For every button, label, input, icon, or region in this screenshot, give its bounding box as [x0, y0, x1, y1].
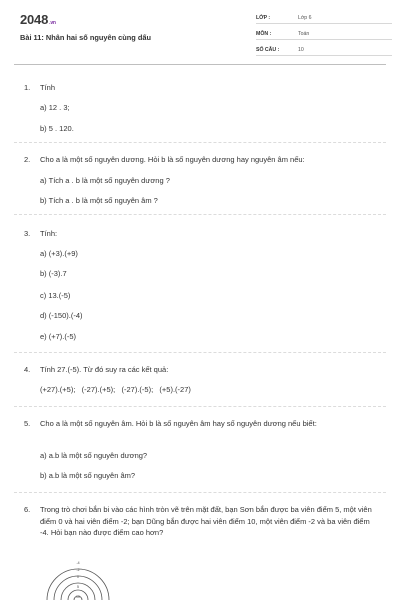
question-text: Cho a là một số nguyên dương. Hỏi b là số nguyên dương hay nguyên âm nếu:	[40, 155, 305, 164]
meta-value: Toán	[298, 31, 310, 37]
question-number: 1.	[24, 83, 31, 92]
question-option: (+27).(+5); (-27).(+5); (-27).(-5); (+5).(-27)	[40, 385, 191, 394]
question-text: Tính 27.(-5). Từ đó suy ra các kết quả:	[40, 365, 169, 374]
question-number: 4.	[24, 365, 31, 374]
meta-row-class	[256, 14, 392, 24]
question-option: a) (+3).(+9)	[40, 249, 78, 258]
question-text: Tính:	[40, 229, 58, 238]
meta-label: LỚP :	[256, 15, 271, 21]
meta-value: 10	[298, 47, 304, 53]
question-1	[24, 82, 378, 94]
site-logo[interactable]	[20, 12, 56, 27]
question-option: a) 12 . 3;	[40, 103, 70, 112]
question-text: Tính	[40, 83, 56, 92]
lesson-title: Bài 11: Nhân hai số nguyên cùng dấu	[20, 33, 151, 42]
page-header	[14, 0, 386, 65]
question-number: 3.	[24, 229, 31, 238]
logo-suffix: .vn	[49, 20, 56, 26]
question-3	[24, 228, 378, 240]
ring-label: -2	[76, 568, 80, 572]
question-5	[24, 418, 378, 430]
question-divider	[14, 352, 386, 353]
question-text: Trong trò chơi bắn bi vào các hình tròn vẽ trên mặt đất, bạn Sơn bắn được ba viên điểm 5, một viên điểm 0 và hai viên điểm -2; bạn Dũng bắn được hai viên điểm 10, một viên điểm -2 và ba viên điểm -4. Hỏi bạn nào được điểm cao hơn?	[40, 505, 372, 538]
meta-value: Lớp 6	[298, 15, 312, 21]
ring-label: 10	[76, 595, 80, 599]
question-option: b) a.b là một số nguyên âm?	[40, 471, 136, 480]
question-6	[24, 504, 378, 539]
question-divider	[14, 492, 386, 493]
meta-label: MÔN :	[256, 31, 272, 37]
question-option: a) Tích a . b là một số nguyên dương ?	[40, 176, 170, 185]
logo-text: 2048	[20, 12, 49, 27]
question-option: b) (-3).7	[40, 269, 67, 278]
question-divider	[14, 142, 386, 143]
ring-label: -4	[76, 561, 80, 565]
meta-label: SỐ CÂU :	[256, 47, 280, 53]
meta-row-subject	[256, 30, 392, 40]
target-rings-figure	[46, 560, 110, 600]
question-number: 5.	[24, 419, 31, 428]
meta-row-count	[256, 46, 392, 56]
question-divider	[14, 214, 386, 215]
question-4	[24, 364, 378, 376]
question-option: a) a.b là một số nguyên dương?	[40, 451, 148, 460]
question-number: 2.	[24, 155, 31, 164]
question-option: d) (-150).(-4)	[40, 311, 83, 320]
question-option: c) 13.(-5)	[40, 291, 71, 300]
question-option: b) Tích a . b là một số nguyên âm ?	[40, 196, 158, 205]
ring-label: 0	[77, 575, 79, 579]
question-option: b) 5 . 120.	[40, 124, 74, 133]
question-divider	[14, 406, 386, 407]
question-number: 6.	[24, 505, 31, 514]
question-2	[24, 154, 378, 166]
question-option: e) (+7).(-5)	[40, 332, 77, 341]
question-text: Cho a là một số nguyên âm. Hỏi b là số nguyên âm hay số nguyên dương nếu biết:	[40, 419, 317, 428]
ring-label: 5	[77, 585, 79, 589]
